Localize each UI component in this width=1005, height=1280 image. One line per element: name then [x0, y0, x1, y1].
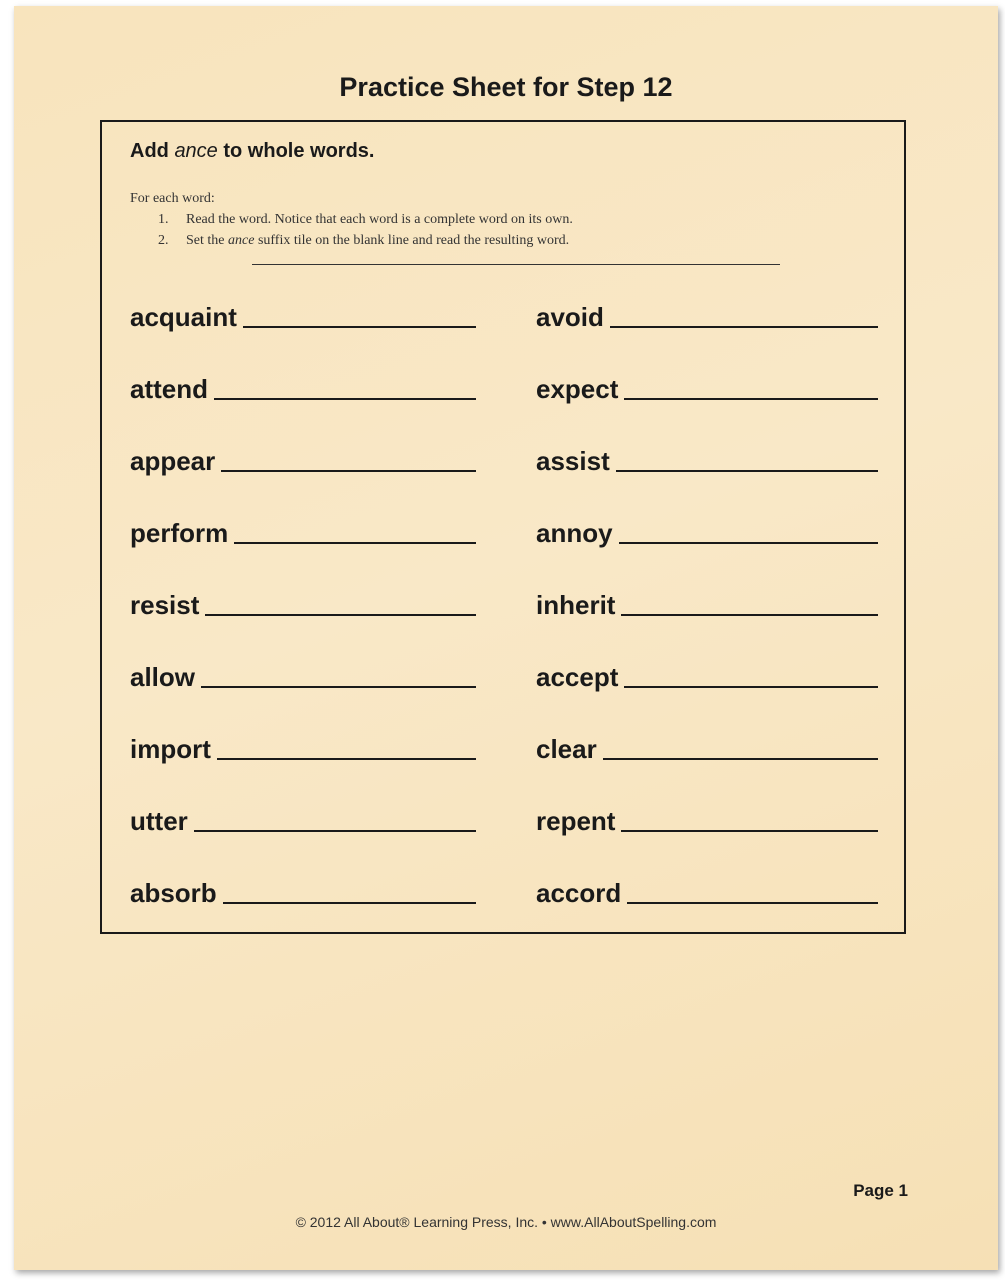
word-row [130, 578, 882, 650]
word-item [130, 650, 506, 690]
blank-line[interactable] [201, 686, 476, 688]
blank-line[interactable] [627, 902, 878, 904]
word-row [130, 866, 882, 938]
word-item [506, 650, 882, 690]
blank-line[interactable] [616, 470, 878, 472]
step-text-emphasis: ance [228, 233, 255, 248]
word: accord [536, 878, 622, 908]
instructions [130, 188, 573, 251]
copyright-footer: © 2012 All About® Learning Press, Inc. • www.AllAboutSpelling.com [295, 1214, 717, 1230]
word: assist [536, 446, 610, 476]
blank-line[interactable] [619, 542, 878, 544]
word: import [130, 734, 211, 764]
word: utter [130, 806, 188, 836]
blank-line[interactable] [624, 686, 878, 688]
word-item [506, 866, 882, 906]
blank-line[interactable] [217, 758, 476, 760]
blank-line[interactable] [624, 398, 878, 400]
word-item [506, 362, 882, 402]
word-item [506, 578, 882, 618]
word: absorb [130, 878, 217, 908]
blank-line[interactable] [243, 326, 476, 328]
word-item [130, 506, 506, 546]
blank-line[interactable] [223, 902, 476, 904]
word-item [506, 506, 882, 546]
step-number: 2. [158, 233, 169, 248]
page-title: Practice Sheet for Step 12 [339, 72, 673, 102]
word: appear [130, 446, 216, 476]
word-row [130, 506, 882, 578]
word-item [130, 362, 506, 402]
blank-line[interactable] [603, 758, 878, 760]
blank-line[interactable] [621, 614, 878, 616]
exercise-box [100, 120, 906, 934]
word-row [130, 362, 882, 434]
word-item [130, 794, 506, 834]
heading-prefix: Add [130, 140, 175, 162]
heading-suffix: to whole words. [217, 140, 375, 162]
word-row [130, 290, 882, 362]
word-item [506, 434, 882, 474]
page-number: Page 1 [853, 1181, 908, 1200]
instruction-step-1 [130, 209, 573, 230]
word: resist [130, 590, 200, 620]
step-number: 1. [158, 212, 169, 227]
blank-line[interactable] [205, 614, 476, 616]
step-text-prefix: Set the [186, 233, 228, 248]
word-row [130, 650, 882, 722]
word-item [130, 722, 506, 762]
word-row [130, 722, 882, 794]
word: repent [536, 806, 616, 836]
word-row [130, 434, 882, 506]
divider-line [252, 264, 780, 265]
blank-line[interactable] [234, 542, 476, 544]
word: clear [536, 734, 597, 764]
word-item [506, 794, 882, 834]
word-row [130, 794, 882, 866]
word-list [130, 290, 882, 938]
word-item [130, 290, 506, 330]
word: expect [536, 374, 619, 404]
word-item [506, 290, 882, 330]
step-text: Read the word. Notice that each word is a complete word on its own. [186, 212, 573, 227]
exercise-heading [130, 140, 374, 163]
blank-line[interactable] [194, 830, 476, 832]
word-item [506, 722, 882, 762]
blank-line[interactable] [221, 470, 476, 472]
heading-emphasis: ance [174, 140, 218, 162]
blank-line[interactable] [214, 398, 476, 400]
word: accept [536, 662, 619, 692]
word: annoy [536, 518, 613, 548]
word: acquaint [130, 302, 237, 332]
word-item [130, 866, 506, 906]
blank-line[interactable] [610, 326, 878, 328]
blank-line[interactable] [621, 830, 878, 832]
word-item [130, 578, 506, 618]
instruction-step-2 [130, 230, 573, 251]
word: perform [130, 518, 229, 548]
word: allow [130, 662, 196, 692]
word: inherit [536, 590, 616, 620]
word: attend [130, 374, 208, 404]
word-item [130, 434, 506, 474]
instructions-intro: For each word: [130, 191, 215, 206]
step-text-suffix: suffix tile on the blank line and read the resulting word. [254, 233, 570, 248]
worksheet-page [14, 6, 998, 1270]
word: avoid [536, 302, 604, 332]
